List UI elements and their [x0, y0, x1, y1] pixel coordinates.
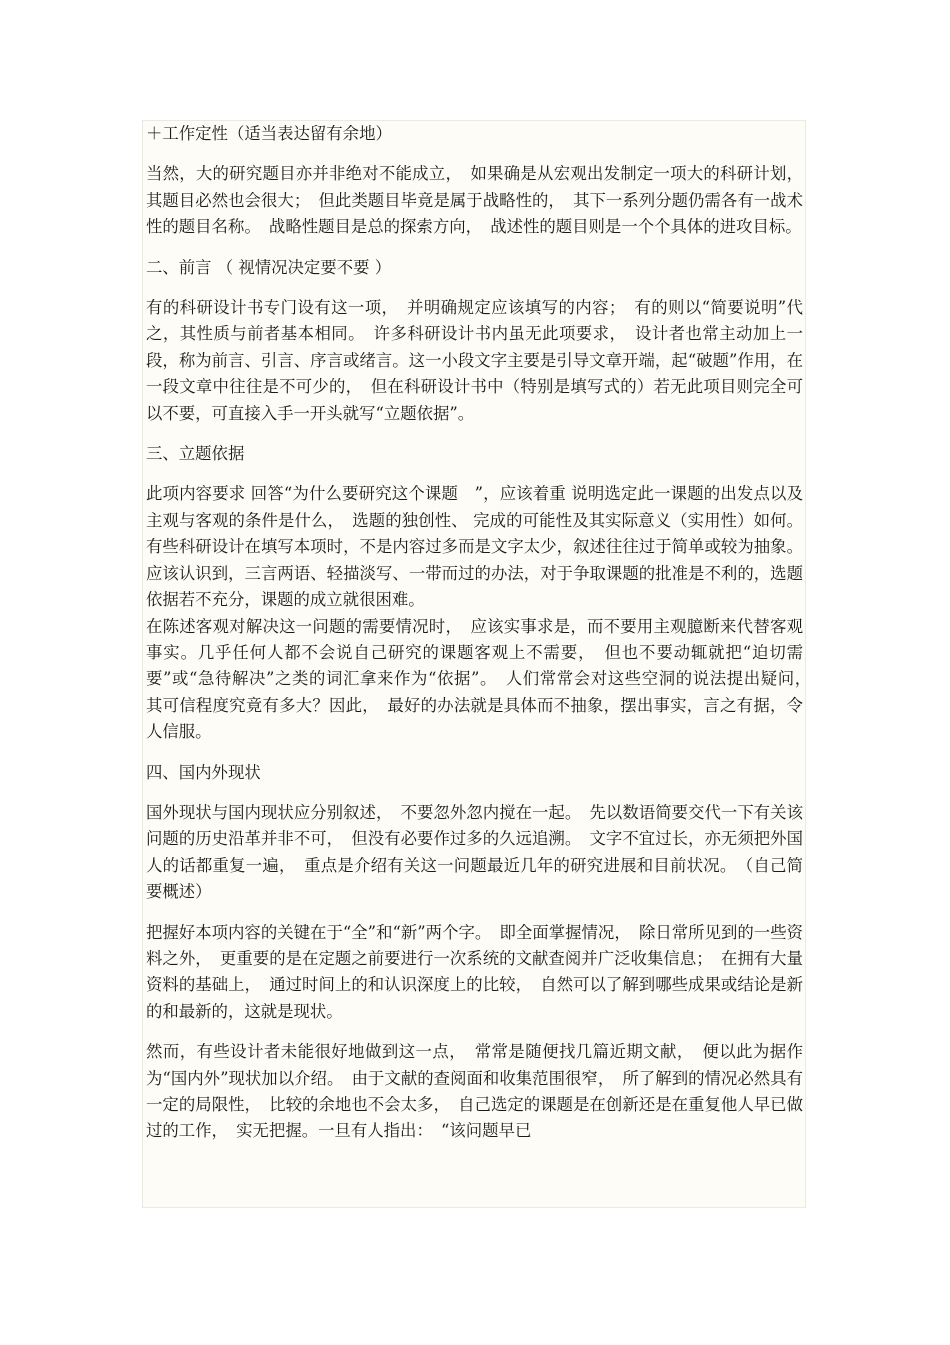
paragraph: 然而，有些设计者未能很好地做到这一点， 常常是随便找几篇近期文献， 便以此为据作为“国内外”现状加以介绍。 由于文献的查阅面和收集范围很窄， 所了解到的情况必然具有一定的局限性， 比较的余地也不会太多， 自己选定的课题是在创新还是在重复他人早已做过的工作， 实无把握。一旦有人指出： “该问题早已: [146, 1042, 803, 1141]
section-heading: 二、前言 （ 视情况决定要不要 ）: [146, 257, 392, 277]
paragraph-gap: [146, 241, 803, 255]
document-body: [143, 121, 820, 1145]
paragraph: 国外现状与国内现状应分别叙述， 不要忽外忽内搅在一起。 先以数语简要交代一下有关该问题的历史沿革并非不可， 但没有必要作过多的久远追溯。 文字不宜过长，亦无须把外国人的话都重复一遍， 重点是介绍有关这一问题最近几年的研究进展和目前状况。 （自己简要概述）: [146, 802, 803, 902]
paragraph-gap: [146, 786, 803, 800]
section-heading: 四、国内外现状: [146, 762, 261, 782]
paragraph-gap: [146, 467, 803, 481]
section-heading: 三、立题依据: [146, 444, 245, 464]
paragraph: 把握好本项内容的关键在于“全”和“新”两个字。 即全面掌握情况， 除日常所见到的一些资料之外， 更重要的是在定题之前要进行一次系统的文献查阅并广泛收集信息； 在拥有大量资料的基础上， 通过时间上的和认识深度上的比较， 自然可以了解到哪些成果或结论是新的和最新的，这就是现状。: [146, 922, 803, 1021]
paragraph-gap: [146, 281, 803, 295]
paragraph: 当然，大的研究题目亦并非绝对不能成立， 如果确是从宏观出发制定一项大的科研计划，其题目必然也会很大； 但此类题目毕竟是属于战略性的， 其下一系列分题仍需各有一战术性的题目名称。 战略性题目是总的探索方向， 战述性的题目则是一个个具体的进攻目标。: [146, 164, 803, 237]
document-page: [142, 120, 820, 1208]
paragraph-gap: [146, 147, 803, 161]
paragraph: 此项内容要求 回答“为什么要研究这个课题 ”，应该着重 说明选定此一课题的出发点以及主观与客观的条件是什么， 选题的独创性、 完成的可能性及其实际意义（实用性）如何。有些科研设计在填写本项时，不是内容过多而是文字太少，叙述往往过于简单或较为抽象。应该认识到，三言两语、轻描淡写、一带而过的办法，对于争取课题的批准是不利的，选题依据若不充分，课题的成立就很困难。: [146, 484, 803, 610]
paragraph: 有的科研设计书专门设有这一项， 并明确规定应该填写的内容； 有的则以“简要说明”代之，其性质与前者基本相同。 许多科研设计书内虽无此项要求， 设计者也常主动加上一段，称为前言、引言、序言或绪言。这一小段文字主要是引导文章开端，起“破题”作用，在一段文章中往往是不可少的， 但在科研设计书中（特别是填写式的）若无此项目则完全可以不要，可直接入手一开头就写“立题依据”。: [146, 298, 803, 423]
paragraph-gap: [146, 746, 803, 760]
section-heading: ＋工作定性（适当表达留有余地）: [146, 124, 392, 143]
paragraph-gap: [146, 1025, 803, 1039]
paragraph-gap: [146, 427, 803, 441]
paragraph: 在陈述客观对解决这一问题的需要情况时， 应该实事求是，而不要用主观臆断来代替客观事实。几乎任何人都不会说自己研究的课题客观上不需要， 但也不要动辄就把“迫切需要”或“急待解决”之类的词汇拿来作为“依据”。 人们常常会对这些空洞的说法提出疑问， 其可信程度究竟有多大？因此， 最好的办法就是具体而不抽象，摆出事实，言之有据，令人信服。: [146, 616, 820, 742]
paragraph-gap: [146, 906, 803, 920]
